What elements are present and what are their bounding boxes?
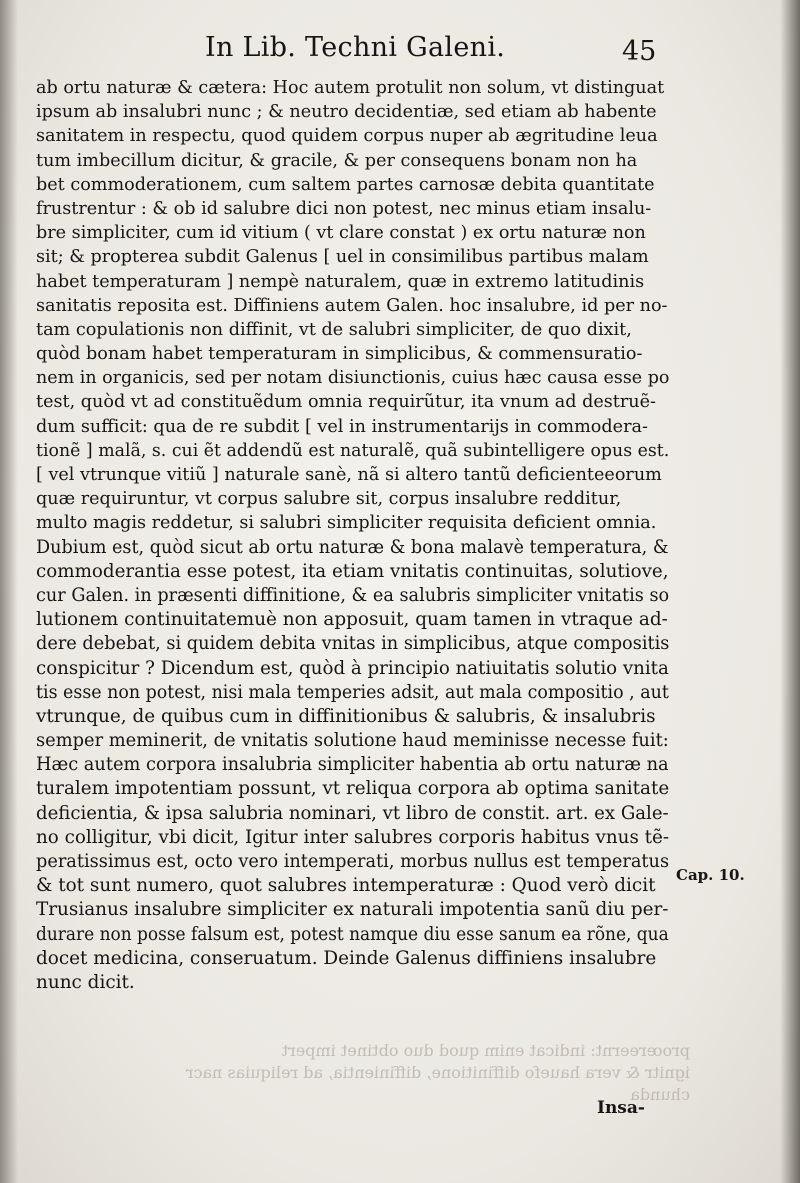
text-line: cur Galen. in præsenti diffinitione, & ea salubris simpliciter vnitatis so	[36, 584, 670, 606]
bleed-through-line: chunda	[630, 1085, 690, 1104]
text-line: [ vel vtrunque vitiũ ] naturale sanè, nã si altero tantũ deficienteeorum	[36, 465, 662, 485]
body-text	[36, 76, 669, 995]
text-line: deficientia, & ipsa salubria nominari, vt libro de constit. art. ex Gale-	[36, 802, 669, 824]
text-line: dere debebat, si quidem debita vnitas in simplicibus, atque compositis	[36, 633, 670, 655]
running-head: In Lib. Techni Galeni.	[205, 32, 506, 63]
catchword: Insa-	[597, 1098, 645, 1118]
text-line: ab ortu naturæ & cætera: Hoc autem protulit non solum, vt distinguat	[36, 78, 665, 98]
text-line: bre simpliciter, cum id vitium ( vt clare constat ) ex ortu naturæ non	[36, 223, 646, 244]
text-line: docet medicina, conseruatum. Deinde Galenus diffiniens insalubre	[36, 947, 657, 969]
text-line: vtrunque, de quibus cum in diffinitionibus & salubris, & insalubris	[36, 705, 656, 727]
text-line: sanitatis reposita est. Diffiniens autem Galen. hoc insalubre, id per no-	[36, 295, 668, 316]
bleed-through-line: ignitr & vera hauefo diffinitione, diffinientia, ad reliquias nacr	[185, 1063, 690, 1082]
text-line: tis esse non potest, nisi mala temperies adsit, aut mala compositio , aut	[36, 681, 669, 703]
text-line: turalem impotentiam possunt, vt reliqua corpora ab optima sanitate	[36, 778, 670, 800]
text-line: semper meminerit, de vnitatis solutione haud meminisse necesse fuit:	[36, 730, 669, 752]
text-line: nem in organicis, sed per notam disiunctionis, cuius hæc causa esse po	[36, 368, 670, 389]
text-line: lutionem continuitatemuè non apposuit, quam tamen in vtraque ad-	[36, 609, 668, 631]
margin-note: Cap. 10.	[676, 866, 745, 884]
text-line: tum imbecillum dicitur, & gracile, & per consequens bonam non ha	[36, 150, 638, 171]
text-line: Trusianus insalubre simpliciter ex naturali impotentia sanũ diu per-	[36, 899, 669, 921]
text-line: quæ requiruntur, vt corpus salubre sit, corpus insalubre redditur,	[36, 489, 622, 510]
text-line: sanitatem in respectu, quod quidem corpus nuper ab ægritudine leua	[36, 126, 658, 147]
text-line: tionẽ ] malã, s. cui ẽt addendũ est naturalẽ, quã subintelligere opus est.	[36, 440, 670, 461]
text-line: tam copulationis non diffinit, vt de salubri simpliciter, de quo dixit,	[36, 319, 632, 340]
page-edge-shadow-right	[780, 0, 800, 1183]
page-number: 45	[622, 36, 657, 67]
bleed-through-text	[150, 1040, 690, 1106]
text-line: no colligitur, vbi dicit, Igitur inter salubres corporis habitus vnus tẽ-	[36, 826, 670, 848]
text-line: frustrentur : & ob id salubre dici non potest, nec minus etiam insalu-	[36, 198, 652, 219]
text-line: bet commoderationem, cum saltem partes carnosæ debita quantitate	[36, 174, 655, 195]
text-line: sit; & propterea subdit Galenus [ uel in consimilibus partibus malam	[36, 247, 649, 268]
text-line: Hæc autem corpora insalubria simpliciter habentia ab ortu naturæ na	[36, 754, 669, 776]
text-line: multo magis reddetur, si salubri simpliciter requisita deficient omnia.	[36, 513, 657, 534]
text-line: habet temperaturam ] nempè naturalem, quæ in extremo latitudinis	[36, 271, 645, 292]
page-edge-shadow-left	[0, 0, 18, 1183]
text-line: test, quòd vt ad constituẽdum omnia requirũtur, ita vnum ad destruẽ-	[36, 392, 656, 413]
text-line: durare non posse falsum est, potest namque diu esse sanum ea rõne, qua	[36, 923, 669, 945]
bleed-through-line: proœreernt: indicat enim quod duo obtinet impert	[281, 1041, 690, 1060]
text-line: commoderantia esse potest, ita etiam vnitatis continuitas, solutiove,	[36, 560, 669, 582]
text-line: ipsum ab insalubri nunc ; & neutro decidentiæ, sed etiam ab habente	[36, 102, 657, 123]
text-line: nunc dicit.	[36, 971, 135, 993]
text-line: peratissimus est, octo vero intemperati, morbus nullus est temperatus	[36, 851, 670, 872]
text-line: conspicitur ? Dicendum est, quòd à principio natiuitatis solutio vnita	[36, 657, 669, 679]
text-line: Dubium est, quòd sicut ab ortu naturæ & bona malavè temperatura, &	[36, 536, 669, 558]
text-line: dum sufficit: qua de re subdit [ vel in instrumentarijs in commodera-	[36, 416, 648, 437]
text-line: quòd bonam habet temperaturam in simplicibus, & commensuratio-	[36, 344, 643, 365]
text-line: & tot sunt numero, quot salubres intemperaturæ : Quod verò dicit	[36, 875, 656, 897]
